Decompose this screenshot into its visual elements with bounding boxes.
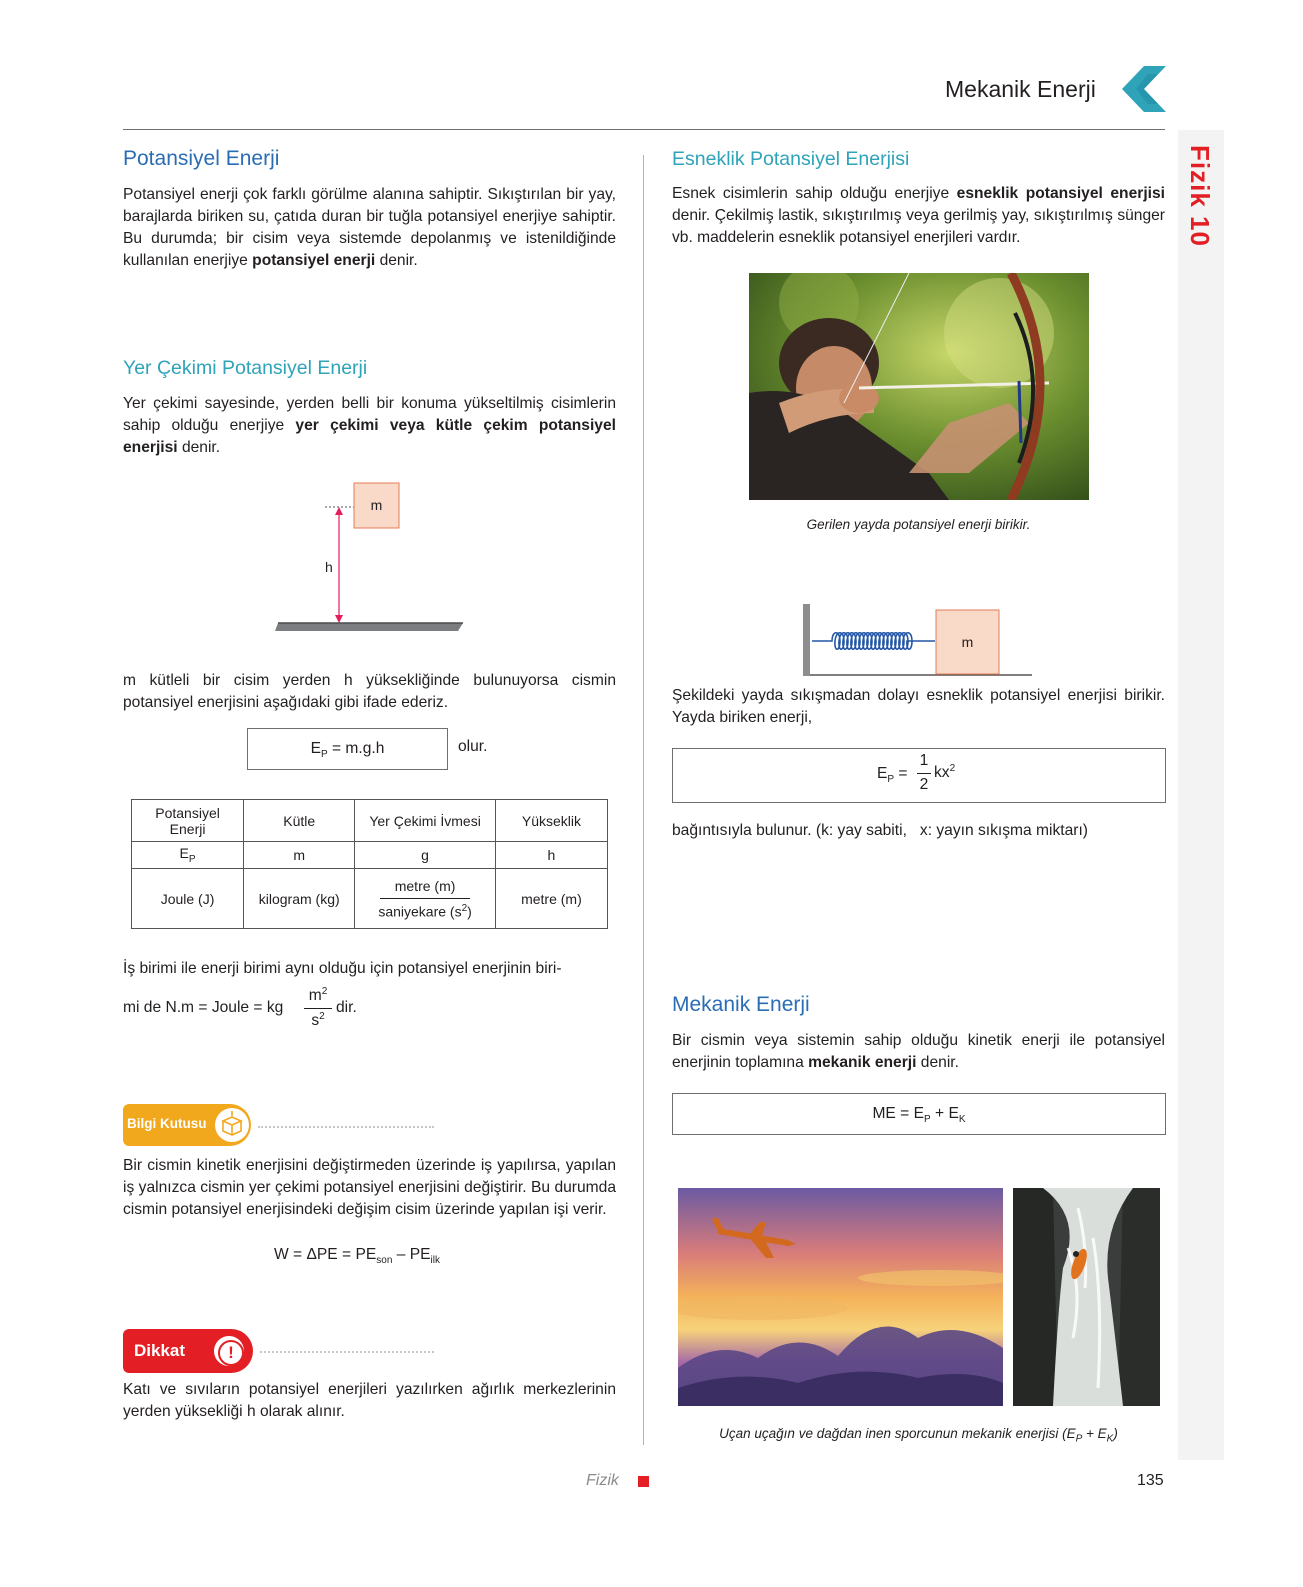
side-tab bbox=[1178, 130, 1224, 1460]
height-label: h bbox=[325, 559, 333, 575]
table-cell: $E_P$ bbox=[132, 842, 244, 869]
section-title-esneklik: Esneklik Potansiyel Enerjisi bbox=[672, 148, 910, 170]
table-header: Kütle bbox=[244, 800, 355, 842]
warning-box-label: Dikkat bbox=[134, 1341, 186, 1360]
footer-square-icon bbox=[638, 1476, 649, 1487]
exclamation-icon: ! bbox=[211, 1333, 247, 1369]
table-cell: kilogram (kg) bbox=[244, 869, 355, 929]
paragraph-esneklik: Esnek cisimlerin sahip olduğu enerjiye esneklik potansiyel enerjisi denir. Çekilmiş lastik, sıkıştırılmış veya gerilmiş yay, sıkıştırılmış sünger vb. maddelerin esneklik potansiyel enerjileri vardır. bbox=[672, 185, 1165, 246]
table-cell: g bbox=[355, 842, 496, 869]
chevron-left-icon bbox=[1122, 66, 1166, 112]
section-title-mekanik-enerji: Mekanik Enerji bbox=[672, 993, 810, 1016]
table-cell: Joule (J) bbox=[132, 869, 244, 929]
mass-label: m bbox=[370, 497, 383, 513]
spring-diagram bbox=[800, 600, 1040, 680]
table-cell: h bbox=[495, 842, 607, 869]
formula-box-ep: $E_P = m.g.h$ bbox=[247, 728, 448, 770]
footer-subject: Fizik bbox=[586, 1472, 619, 1489]
formula-suffix: olur. bbox=[458, 738, 488, 755]
page-number: 135 bbox=[1137, 1472, 1164, 1489]
paragraph-mekanik-enerji: Bir cismin veya sistemin sahip olduğu kinetik enerji ile potansiyel enerjinin toplamına mekanik enerji denir. bbox=[672, 1032, 1165, 1071]
formula-box-spring: $E_P$ = 1 2 $kx^2$ bbox=[672, 748, 1166, 803]
waterfall-photo bbox=[1013, 1188, 1160, 1406]
table-cell: metre (m) saniyekare $(s^2)$ bbox=[355, 869, 496, 929]
warning-box-dots bbox=[260, 1351, 434, 1353]
archer-photo-caption: Gerilen yayda potansiyel enerji birikir. bbox=[806, 517, 1031, 532]
warning-box-text: Katı ve sıvıların potansiyel enerjileri yazılırken ağırlık merkezlerinin yerden yüksekliği h olarak alınır. bbox=[123, 1381, 616, 1420]
work-formula: $W = \Delta PE = PE_{son} - PE_{ilk}$ bbox=[274, 1246, 440, 1267]
header-rule bbox=[123, 129, 1165, 130]
formula-box-me: ME = $E_P + E_K$ bbox=[672, 1093, 1166, 1135]
table-header: Yer Çekimi İvmesi bbox=[355, 800, 496, 842]
box-icon bbox=[213, 1106, 251, 1144]
photos-caption: Uçan uçağın ve dağdan inen sporcunun mekanik enerjisi $(E_P + E_K)$ bbox=[719, 1426, 1118, 1445]
side-tab-label: Fizik 10 bbox=[1185, 145, 1215, 247]
section-title-potansiyel-enerji: Potansiyel Enerji bbox=[123, 147, 280, 170]
paragraph-spring-constants: bağıntısıyla bulunur. (k: yay sabiti, x: yayın sıkışma miktarı) bbox=[672, 822, 1088, 839]
table-header: Potansiyel Enerji bbox=[132, 800, 244, 842]
paragraph-spring-energy: Şekildeki yayda sıkışmadan dolayı esneklik potansiyel enerjisi birikir. Yayda biriken enerji, bbox=[672, 687, 1165, 726]
page-header-title: Mekanik Enerji bbox=[945, 76, 1096, 102]
table-header: Yükseklik bbox=[495, 800, 607, 842]
archer-photo bbox=[749, 273, 1089, 500]
table-cell: m bbox=[244, 842, 355, 869]
spring-mass-label: m bbox=[961, 634, 974, 650]
info-box-text: Bir cismin kinetik enerjisini değiştirmeden üzerinde iş yapılırsa, yapılan iş yalnızca cismin yer çekimi potansiyel enerjisini değiştirir. Bu durumda cismin potansiyel enerjisindeki değişim cisim üzerinde yapılan işi verir. bbox=[123, 1157, 616, 1218]
section-title-yer-cekimi: Yer Çekimi Potansiyel Enerji bbox=[123, 357, 368, 379]
paragraph-unit-intro: İş birimi ile enerji birimi aynı olduğu için potansiyel enerjinin biri- bbox=[123, 960, 562, 977]
column-divider bbox=[643, 155, 644, 1445]
airplane-photo bbox=[678, 1188, 1003, 1406]
paragraph-potansiyel-enerji: Potansiyel enerji çok farklı görülme alanına sahiptir. Sıkıştırılan bir yay, barajlarda biriken su, çatıda duran bir tuğla potansiyel enerjiye sahiptir. Bu durumda; bir cisim veya sistemde depolanmış ve istenildiğinde kullanılan enerjiye potansiyel enerji denir. bbox=[123, 186, 616, 269]
paragraph-mgh-intro: m kütleli bir cisim yerden h yüksekliğinde bulunuyorsa cismin potansiyel enerjisini aşağıdaki gibi ifade ederiz. bbox=[123, 672, 616, 711]
table-cell: metre (m) bbox=[495, 869, 607, 929]
info-box-label: Bilgi Kutusu bbox=[127, 1116, 207, 1131]
units-table bbox=[131, 799, 608, 929]
paragraph-yer-cekimi: Yer çekimi sayesinde, yerden belli bir konuma yükseltilmiş cisimlerin sahip olduğu enerjiye yer çekimi veya kütle çekim potansiyel enerjisi denir. bbox=[123, 395, 616, 456]
info-box-dots bbox=[258, 1126, 434, 1128]
